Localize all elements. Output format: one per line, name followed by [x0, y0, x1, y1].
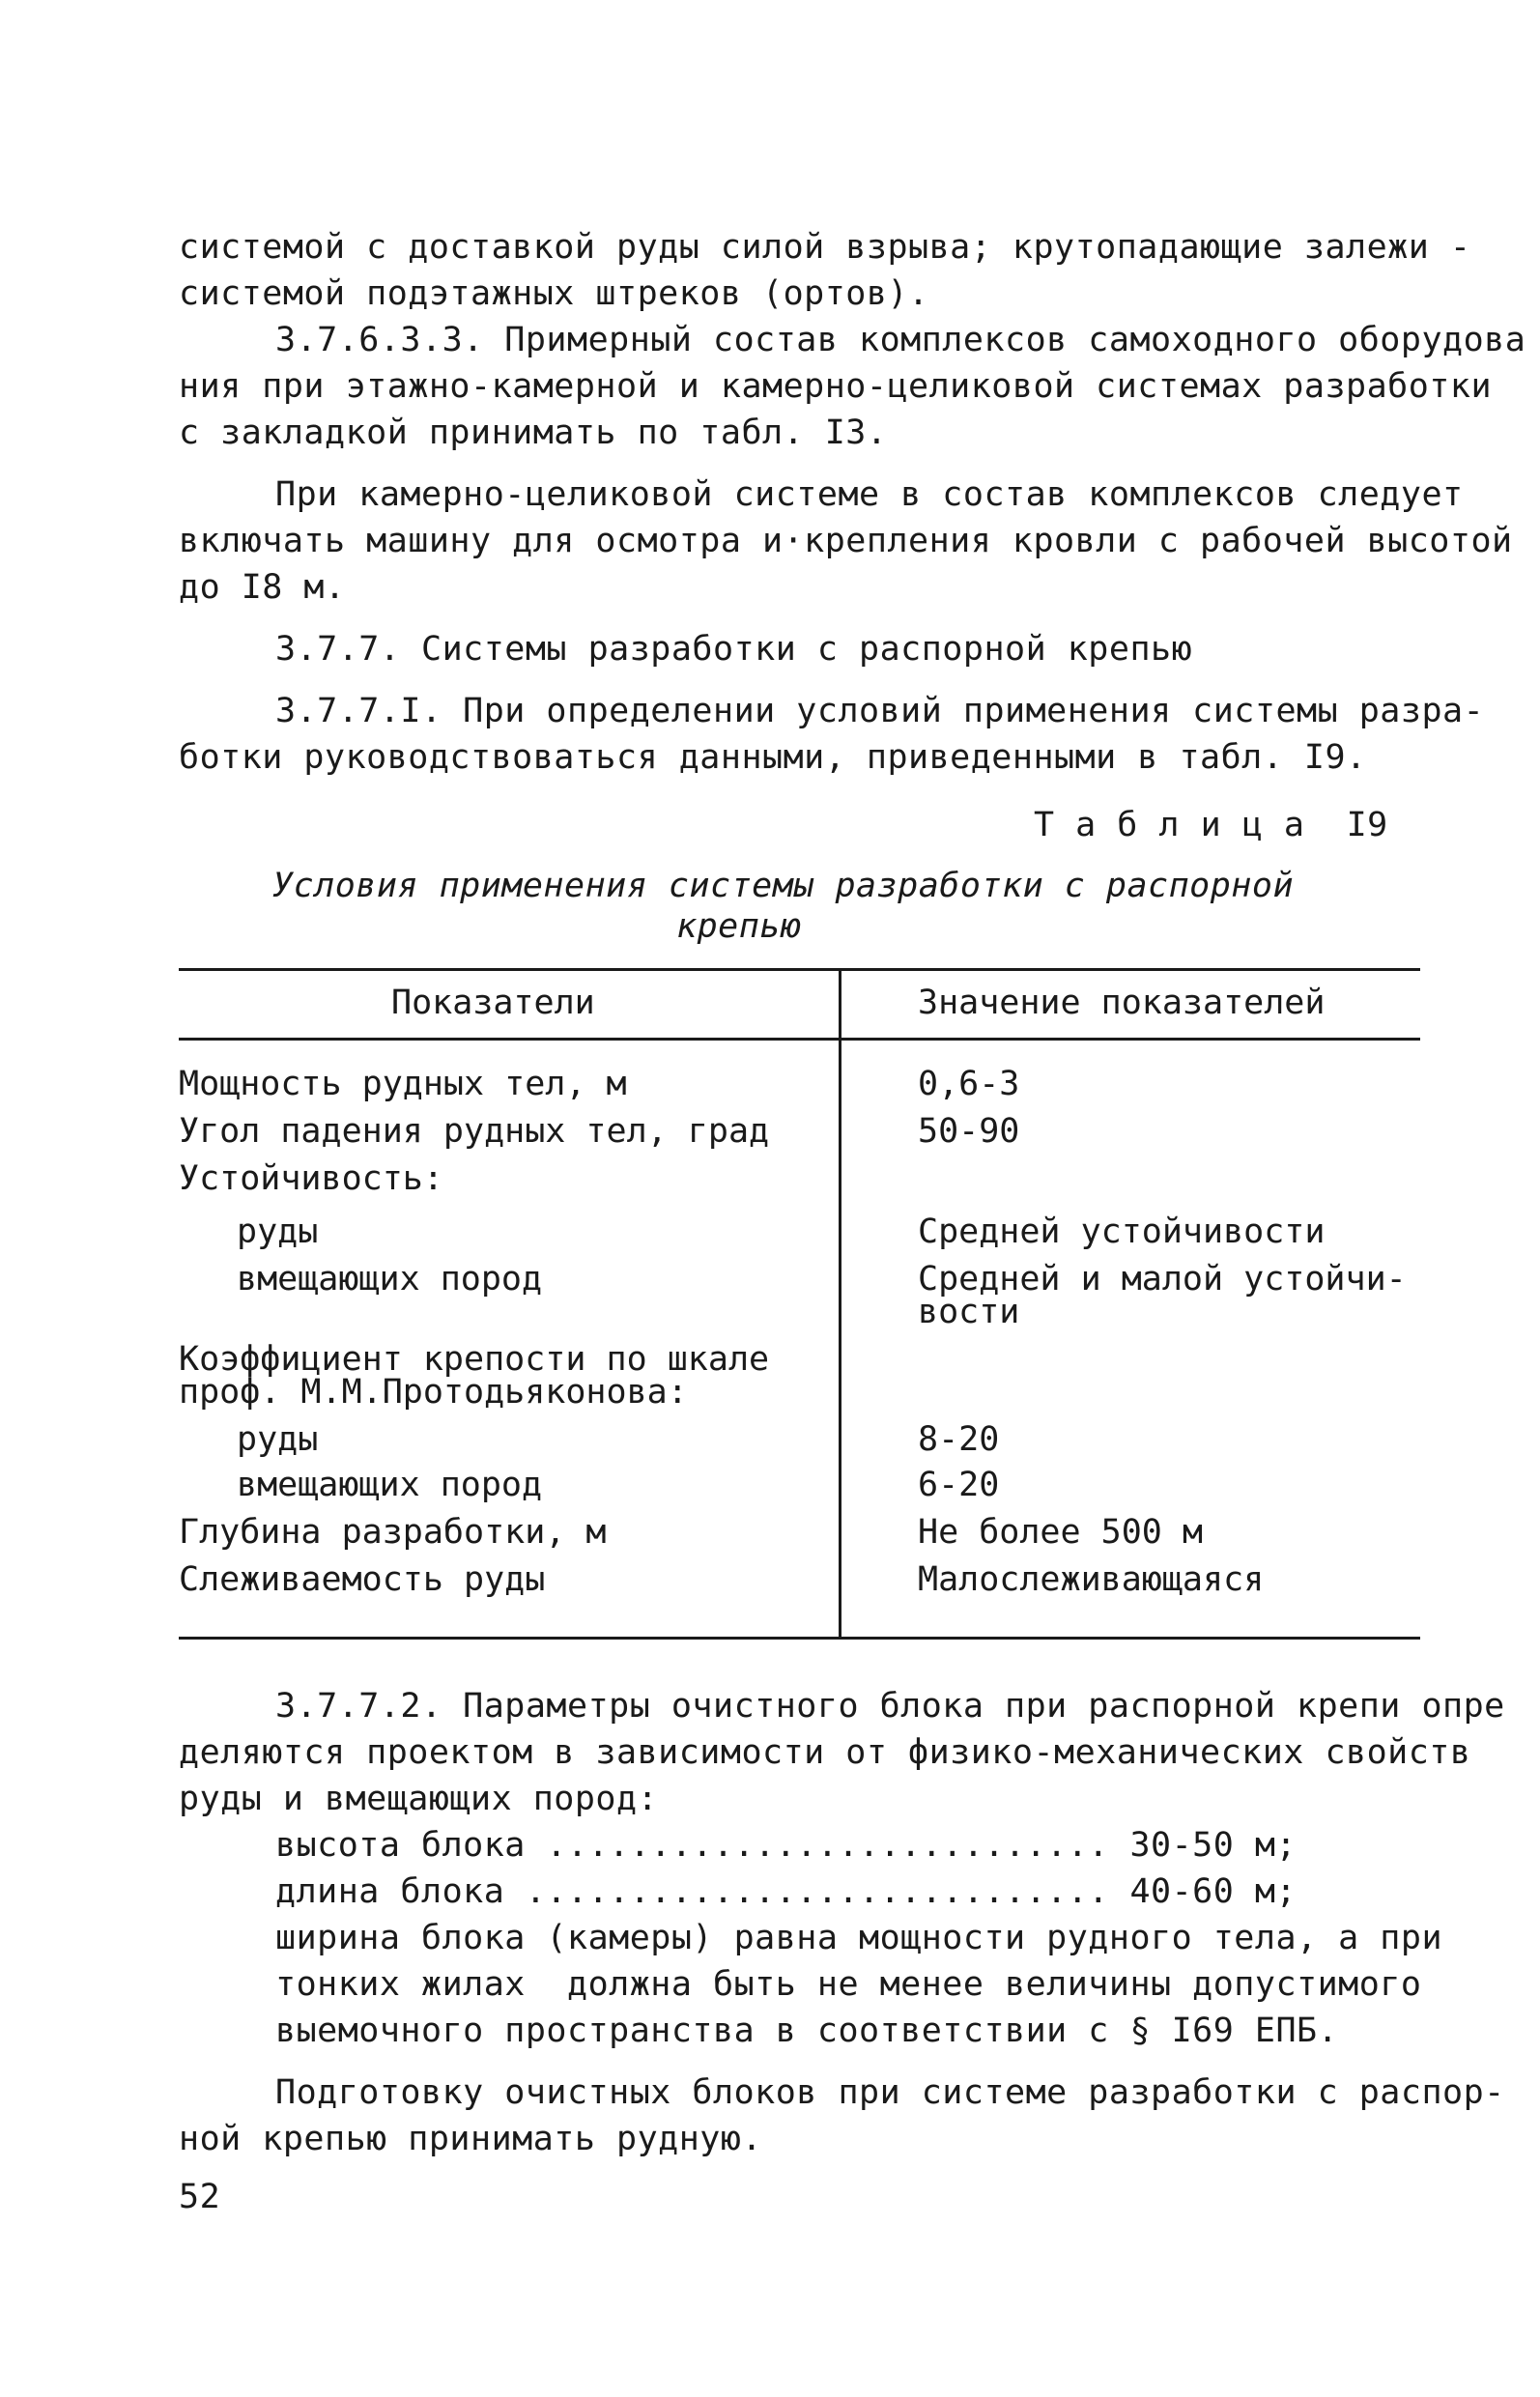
table-column-divider [839, 970, 841, 1637]
paragraph-line: 3.7.7.2. Параметры очистного блока при распорной крепи опре [275, 1687, 1505, 1726]
table-top-rule [179, 968, 1420, 971]
paragraph-line: системой с доставкой руды силой взрыва; крутопадающие залежи - [179, 228, 1471, 267]
table-title-line-1: Условия применения системы разработки с распорной [272, 867, 1295, 905]
table-row-name: Коэффициент крепости по шкале проф. М.М.Протодьяконова: [179, 1340, 770, 1412]
table-row-value: 50-90 [918, 1112, 1020, 1151]
table-row-value: Средней устойчивости [918, 1213, 1326, 1251]
table-header-col2: Значение показателей [918, 984, 1326, 1022]
table-row-value: Не более 500 м [918, 1513, 1204, 1552]
table-row-value: 0,6-3 [918, 1065, 1020, 1103]
table-row-value: 8-20 [918, 1420, 1000, 1459]
paragraph-line: ширина блока (камеры) равна мощности рудного тела, а при [275, 1919, 1443, 1957]
paragraph-line: системой подэтажных штреков (ортов). [179, 274, 929, 313]
paragraph-line: ной крепью принимать рудную. [179, 2120, 763, 2158]
table-label: Т а б л и ц а I9 [1034, 806, 1388, 844]
table-header-rule [179, 1038, 1420, 1041]
paragraph-line: выемочного пространства в соответствии с § I69 ЕПБ. [275, 2012, 1339, 2050]
paragraph-line: ния при этажно-камерной и камерно-целиковой системах разработки [179, 367, 1493, 406]
paragraph-line: до I8 м. [179, 568, 346, 607]
paragraph-line: с закладкой принимать по табл. I3. [179, 414, 888, 452]
list-item: высота блока ........................... 30-50 м; [275, 1826, 1298, 1865]
paragraph-line: 3.7.6.3.3. Примерный состав комплексов самоходного оборудова [275, 321, 1526, 359]
table-row-name: Устойчивость: [179, 1159, 443, 1198]
table-header-col1: Показатели [391, 984, 595, 1022]
table-row-value: Малослеживающаяся [918, 1560, 1265, 1599]
table-row-name: Мощность рудных тел, м [179, 1065, 627, 1103]
paragraph-line: тонких жилах должна быть не менее величины допустимого [275, 1965, 1422, 2004]
table-row-name: Глубина разработки, м [179, 1513, 607, 1552]
table-row-name: вмещающих пород [237, 1466, 543, 1504]
page-number: 52 [179, 2178, 221, 2216]
table-row-name: вмещающих пород [237, 1260, 543, 1298]
table-row-value: Средней и малой устойчи- вости [918, 1260, 1407, 1331]
table-bottom-rule [179, 1637, 1420, 1640]
list-item: длина блока ............................ 40-60 м; [275, 1872, 1298, 1911]
table-row-name: руды [237, 1213, 319, 1251]
table-title-line-2: крепью [676, 907, 802, 946]
paragraph-line: При камерно-целиковой системе в состав комплексов следует [275, 475, 1464, 514]
paragraph-line: включать машину для осмотра и·крепления кровли с рабочей высотой [179, 522, 1513, 560]
paragraph-line: деляются проектом в зависимости от физико-механических свойств [179, 1733, 1471, 1772]
paragraph-line: ботки руководствоваться данными, приведенными в табл. I9. [179, 738, 1367, 777]
section-heading: 3.7.7. Системы разработки с распорной крепью [275, 630, 1193, 669]
paragraph-line: 3.7.7.I. При определении условий применения системы разра- [275, 692, 1485, 730]
table-row-name: Угол падения рудных тел, град [179, 1112, 770, 1151]
table-row-name: руды [237, 1420, 319, 1459]
paragraph-line: руды и вмещающих пород: [179, 1780, 659, 1818]
paragraph-line: Подготовку очистных блоков при системе разработки с распор- [275, 2073, 1505, 2112]
table-row-name: Слеживаемость руды [179, 1560, 546, 1599]
table-row-value: 6-20 [918, 1466, 1000, 1504]
